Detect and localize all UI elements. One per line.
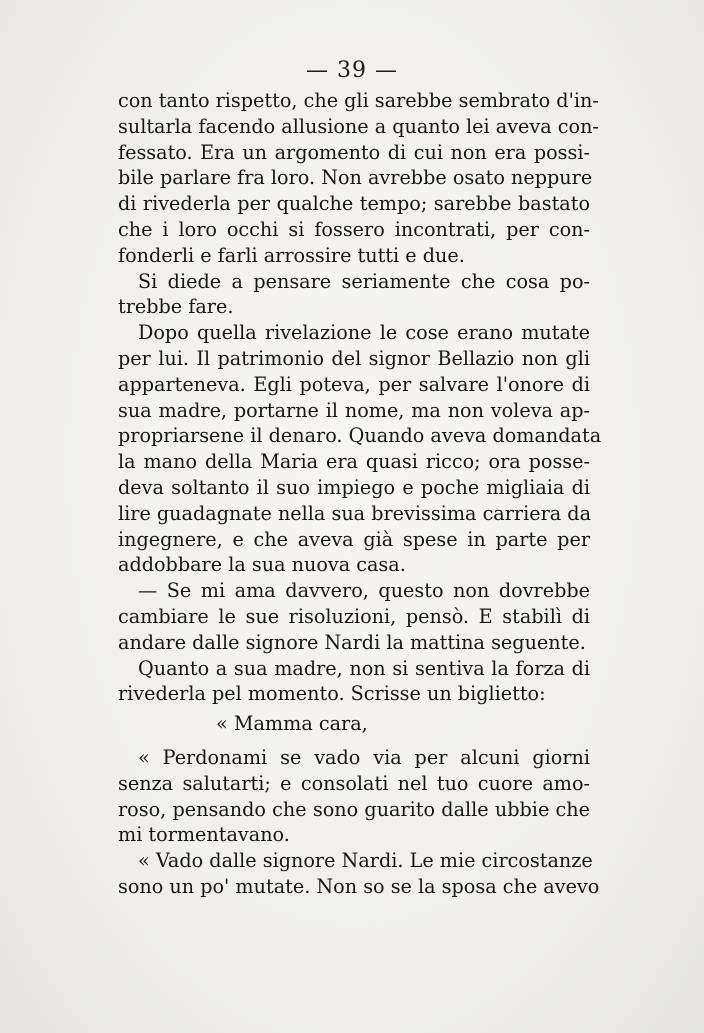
- text-line: cambiare le sue risoluzioni, pensò. E stabilì di: [118, 604, 590, 628]
- text-line: « Vado dalle signore Nardi. Le mie circostanze: [138, 849, 593, 873]
- letter-salutation: « Mamma cara,: [216, 712, 368, 736]
- text-line: Si diede a pensare seriamente che cosa po-: [138, 269, 590, 293]
- text-line: deva soltanto il suo impiego e poche migliaia di: [118, 475, 590, 499]
- text-line: lire guadagnate nella sua brevissima carriera da: [118, 501, 592, 525]
- text-line: sono un po' mutate. Non so se la sposa che avevo: [118, 874, 600, 898]
- text-line: apparteneva. Egli poteva, per salvare l'onore di: [118, 372, 590, 396]
- text-line: senza salutarti; e consolati nel tuo cuore amo-: [118, 771, 590, 795]
- text-line: addobbare la sua nuova casa.: [118, 553, 406, 577]
- text-line: fessato. Era un argomento di cui non era possi-: [118, 140, 590, 164]
- text-line: ingegnere, e che aveva già spese in parte per: [118, 527, 590, 551]
- page-number: — 39 —: [306, 58, 398, 83]
- text-line: — Se mi ama davvero, questo non dovrebbe: [138, 579, 590, 603]
- body-text: [118, 88, 602, 900]
- text-line: Dopo quella rivelazione le cose erano mutate: [138, 321, 590, 345]
- text-line: trebbe fare.: [118, 295, 234, 319]
- text-line: andare dalle signore Nardi la mattina seguente.: [118, 630, 586, 654]
- text-line: mi tormentavano.: [118, 823, 290, 847]
- text-line: la mano della Maria era quasi ricco; ora posse-: [118, 450, 590, 474]
- text-line: sultarla facendo allusione a quanto lei aveva con-: [118, 114, 599, 138]
- text-line: di rivederla per qualche tempo; sarebbe bastato: [118, 192, 590, 216]
- text-line: roso, pensando che sono guarito dalle ubbie che: [118, 797, 590, 821]
- text-line: propriarsene il denaro. Quando aveva domandata: [118, 424, 602, 448]
- text-line: sua madre, portarne il nome, ma non voleva ap-: [118, 398, 590, 422]
- text-line: rivederla pel momento. Scrisse un biglietto:: [118, 682, 546, 706]
- text-line: « Perdonami se vado via per alcuni giorni: [138, 745, 590, 769]
- text-line: fonderli e farli arrossire tutti e due.: [118, 243, 465, 267]
- text-line: per lui. Il patrimonio del signor Bellazio non gli: [118, 346, 590, 370]
- text-line: con tanto rispetto, che gli sarebbe sembrato d'in-: [118, 89, 599, 112]
- text-line: bile parlare fra loro. Non avrebbe osato neppure: [118, 166, 593, 190]
- text-line: Quanto a sua madre, non si sentiva la forza di: [138, 656, 590, 680]
- text-line: che i loro occhi si fossero incontrati, per con-: [118, 217, 590, 241]
